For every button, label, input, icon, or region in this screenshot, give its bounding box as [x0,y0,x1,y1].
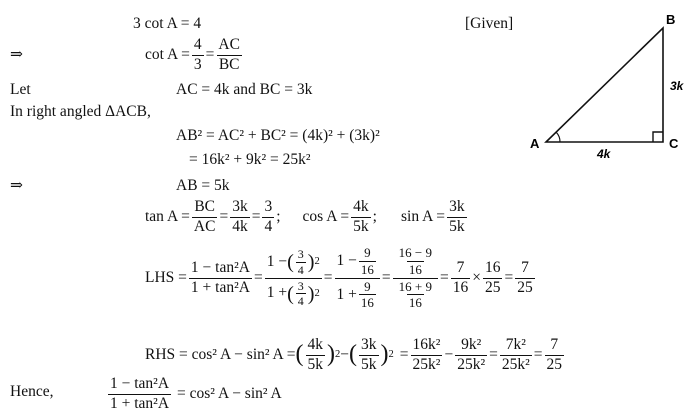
side-ac-label: 4k [597,147,611,161]
fraction-3k-5k-rhs: $\frac{3k}{5k}$ [361,336,377,373]
fraction-four-thirds: $\frac{4}{3}$ [193,36,202,73]
let-word: Let [10,81,31,98]
hence-conclusion: $\frac{\text{1 − tan²A}}{\text{1 + tan²A}}$ = cos² A − sin² A [110,375,282,412]
implies-arrow: ⇒ [10,46,23,63]
lhs-row: LHS = $\frac{\text{1 − tan²A}}{\text{1 + tan²A}}$ = 1 − ( $\frac{3}{4}$ ) 2 1 + ( $\frac{3}{4}$ ) 2 = 1 − $\frac{9}{16}$ 1 + $\frac{9}{16}$ = $\frac{\frac{16 - 9}{16}}{\frac{16 + 9}{16}}$ = $\frac{7}{16}$ × $\frac{16}{25}$ = $\frac{7}{25}$ [145,245,533,311]
right-angled-text: In right angled ΔACB, [10,103,151,120]
rhs-row: RHS = cos² A − sin² A = ( $\frac{4k}{5k}$ ) 2 − ( $\frac{3k}{5k}$ ) 2 = $\frac{\text{16k²}}{\text{25k²}}$ − $\frac{\text{9k²}}{\text{25k²}}$ = $\frac{\text{7k²}}{\text{25k²}}$ = $\frac{7}{25}$ [145,336,563,373]
fraction-tan-identity: $\frac{\text{1 − tan²A}}{\text{1 + tan²A}}$ [190,259,250,296]
vertex-b-label: B [666,12,676,27]
fraction-9k2-25k2: $\frac{\text{9k²}}{\text{25k²}}$ [457,336,486,373]
angle-a-arc [556,132,560,142]
fraction-7-16: $\frac{7}{16}$ [452,259,469,296]
fraction-16k2-25k2: $\frac{\text{16k²}}{\text{25k²}}$ [412,336,441,373]
triangle-acb-diagram [520,0,689,170]
vertex-a-label: A [530,136,540,151]
pythagoras-line-3: AB = 5k [176,177,230,194]
side-bc-label: 3k [670,79,684,93]
fraction-16-25: $\frac{16}{25}$ [484,259,501,296]
fraction-bc-ac: $\frac{BC}{AC}$ [193,198,216,235]
cot-a-equation: cot A = $\frac{4}{3}$ = $\frac{AC}{BC}$ [145,36,240,73]
fraction-substituted: 1 − ( $\frac{3}{4}$ ) 2 1 + ( $\frac{3}{4}$ ) 2 [266,247,320,309]
triangle-outline [546,28,663,142]
fraction-7-25: $\frac{7}{25}$ [517,259,533,296]
given-tag: [Given] [465,15,514,32]
fraction-ac-bc: $\frac{AC}{BC}$ [218,36,240,73]
pythagoras-line-2: = 16k² + 9k² = 25k² [189,151,311,168]
pythagoras-line-1: AB² = AC² + BC² = (4k)² + (3k)² [176,127,380,144]
fraction-nine-sixteenths: 1 − $\frac{9}{16}$ 1 + $\frac{9}{16}$ [335,246,380,310]
let-statement: AC = 4k and BC = 3k [176,81,313,98]
cot-label: cot A = [145,46,190,63]
trig-ratios-row: tan A = $\frac{BC}{AC}$ = $\frac{3k}{4k}$ = $\frac{3}{4}$ ; cos A = $\frac{4k}{5k}$ ; sin A = $\frac{3k}{5k}$ [145,198,465,235]
fraction-7k2-25k2: $\frac{\text{7k²}}{\text{25k²}}$ [501,336,530,373]
hence-word: Hence, [10,383,54,400]
vertex-c-label: C [669,136,679,151]
fraction-tan-identity-final: $\frac{\text{1 − tan²A}}{\text{1 + tan²A}}$ [110,375,170,412]
fraction-3k-5k: $\frac{3k}{5k}$ [449,198,465,235]
implies-arrow-2: ⇒ [10,177,23,194]
fraction-compound: $\frac{\frac{16 - 9}{16}}{\frac{16 + 9}{16}}$ [393,246,438,310]
given-equation: 3 cot A = 4 [133,15,202,32]
fraction-3-4: $\frac{3}{4}$ [264,198,273,235]
fraction-3k-4k: $\frac{3k}{4k}$ [232,198,248,235]
fraction-4k-5k: $\frac{4k}{5k}$ [353,198,369,235]
right-angle-marker [653,132,663,142]
fraction-7-25-rhs: $\frac{7}{25}$ [546,336,563,373]
fraction-4k-5k-rhs: $\frac{4k}{5k}$ [307,336,324,373]
